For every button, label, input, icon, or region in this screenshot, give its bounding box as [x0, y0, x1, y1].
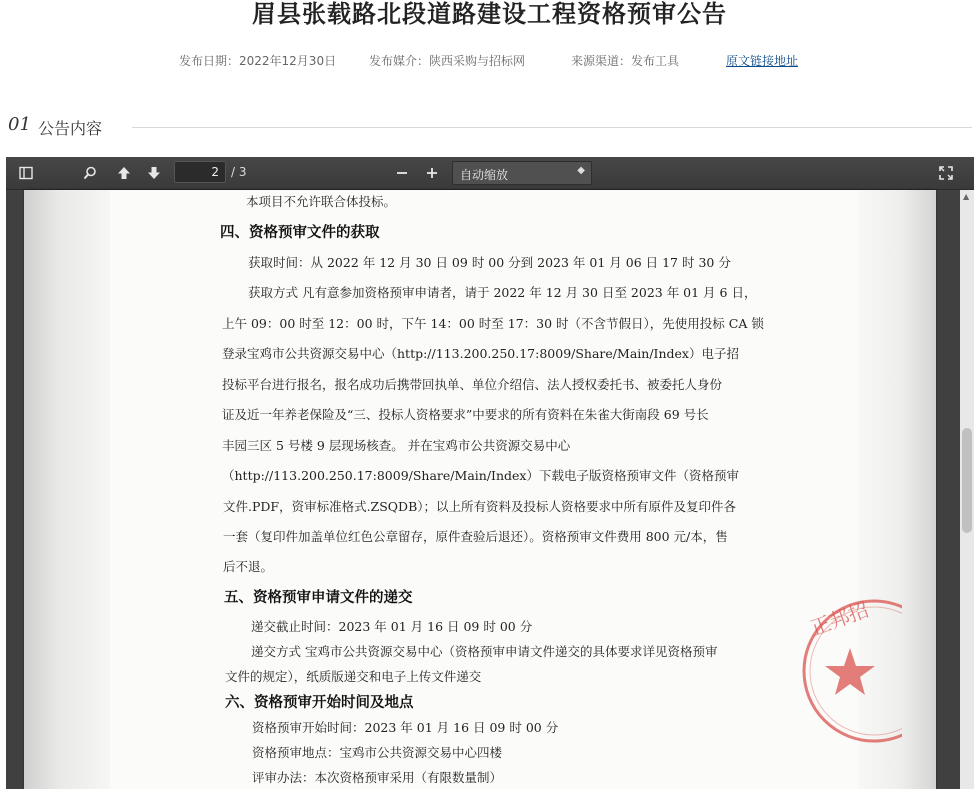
publish-media: 发布媒介：陕西采购与招标网: [369, 54, 526, 68]
doc-line: 后不退。: [223, 559, 274, 574]
zoom-select[interactable]: [452, 161, 592, 185]
doc-line: 文件的规定），纸质版递交和电子上传文件递交: [225, 669, 482, 684]
doc-line: 获取方式 凡有意参加资格预审申请者，请于 2022 年 12 月 30 日至 2023 年 01 月 6 日，: [248, 285, 757, 300]
minus-icon[interactable]: [390, 161, 414, 185]
source-channel: 来源渠道：发布工具: [571, 54, 680, 68]
doc-line: 递交方式 宝鸡市公共资源交易中心（资格预审申请文件递交的具体要求详见资格预审: [251, 644, 718, 659]
original-link[interactable]: 原文链接地址: [726, 54, 799, 68]
doc-line: 证及近一年养老保险及“三、投标人资格要求”中要求的所有资料在朱雀大街南段 69 号长: [222, 407, 709, 422]
section-number: 01: [8, 114, 31, 135]
doc-line: 递交截止时间：2023 年 01 月 16 日 09 时 00 分: [251, 619, 533, 634]
doc-line: 文件.PDF，资审标准格式.ZSQDB）；以上所有资料及投标人资格要求中所有原件及复印件各: [223, 499, 737, 514]
arrow-up-icon[interactable]: [112, 161, 136, 185]
publish-date: 发布日期：2022年12月30日: [179, 54, 337, 68]
page-number-input[interactable]: 2: [174, 161, 226, 183]
doc-heading: 五、资格预审申请文件的递交: [224, 589, 413, 606]
sidebar-toggle-icon[interactable]: [14, 161, 38, 185]
fullscreen-icon[interactable]: [934, 161, 958, 185]
section-label: 公告内容: [38, 119, 103, 138]
doc-line: 一套（复印件加盖单位红色公章留存，原件查验后退还）。资格预审文件费用 800 元/本，售: [223, 529, 728, 544]
company-seal: [790, 596, 902, 746]
doc-line: 丰园三区 5 号楼 9 层现场核查。 并在宝鸡市公共资源交易中心: [222, 438, 571, 453]
scroll-up-icon[interactable]: ▲: [963, 192, 970, 201]
doc-line: 资格预审开始时间：2023 年 01 月 16 日 09 时 00 分: [252, 720, 559, 735]
plus-icon[interactable]: [420, 161, 444, 185]
doc-heading: 四、资格预审文件的获取: [220, 224, 380, 241]
doc-line: 投标平台进行报名，报名成功后携带回执单、单位介绍信、法人授权委托书、被委托人身份: [222, 377, 723, 392]
section-divider: [132, 127, 972, 128]
doc-line: 上午 09：00 时至 12：00 时，下午 14：00 时至 17：30 时（不含节假日），先使用投标 CA 锁: [222, 316, 764, 331]
doc-line: 获取时间：从 2022 年 12 月 30 日 09 时 00 分到 2023 年 01 月 06 日 17 时 30 分: [248, 255, 731, 270]
doc-line: 本项目不允许联合体投标。: [246, 194, 397, 209]
select-arrow-icon: ◆: [577, 165, 585, 176]
doc-line: （http://113.200.250.17:8009/Share/Main/Index）下载电子版资格预审文件（资格预审: [222, 468, 739, 483]
vertical-scrollbar[interactable]: [960, 190, 974, 789]
search-icon[interactable]: [78, 161, 102, 185]
pdf-page: [24, 190, 936, 789]
scrollbar-thumb[interactable]: [962, 428, 972, 533]
arrow-down-icon[interactable]: [142, 161, 166, 185]
zoom-select-label: 自动缩放: [460, 168, 509, 182]
doc-heading: 六、资格预审开始时间及地点: [225, 694, 414, 711]
doc-line: 评审办法：本次资格预审采用（有限数量制）: [252, 770, 503, 785]
seal-text: 正邦招: [807, 597, 872, 641]
doc-line: 资格预审地点：宝鸡市公共资源交易中心四楼: [252, 745, 503, 760]
pdf-viewer: [6, 157, 974, 789]
page-total: / 3: [231, 165, 247, 179]
article-title: 眉县张载路北段道路建设工程资格预审公告: [252, 0, 727, 28]
pdf-toolbar: [6, 157, 974, 190]
doc-line: 登录宝鸡市公共资源交易中心（http://113.200.250.17:8009/Share/Main/Index）电子招: [222, 346, 739, 361]
